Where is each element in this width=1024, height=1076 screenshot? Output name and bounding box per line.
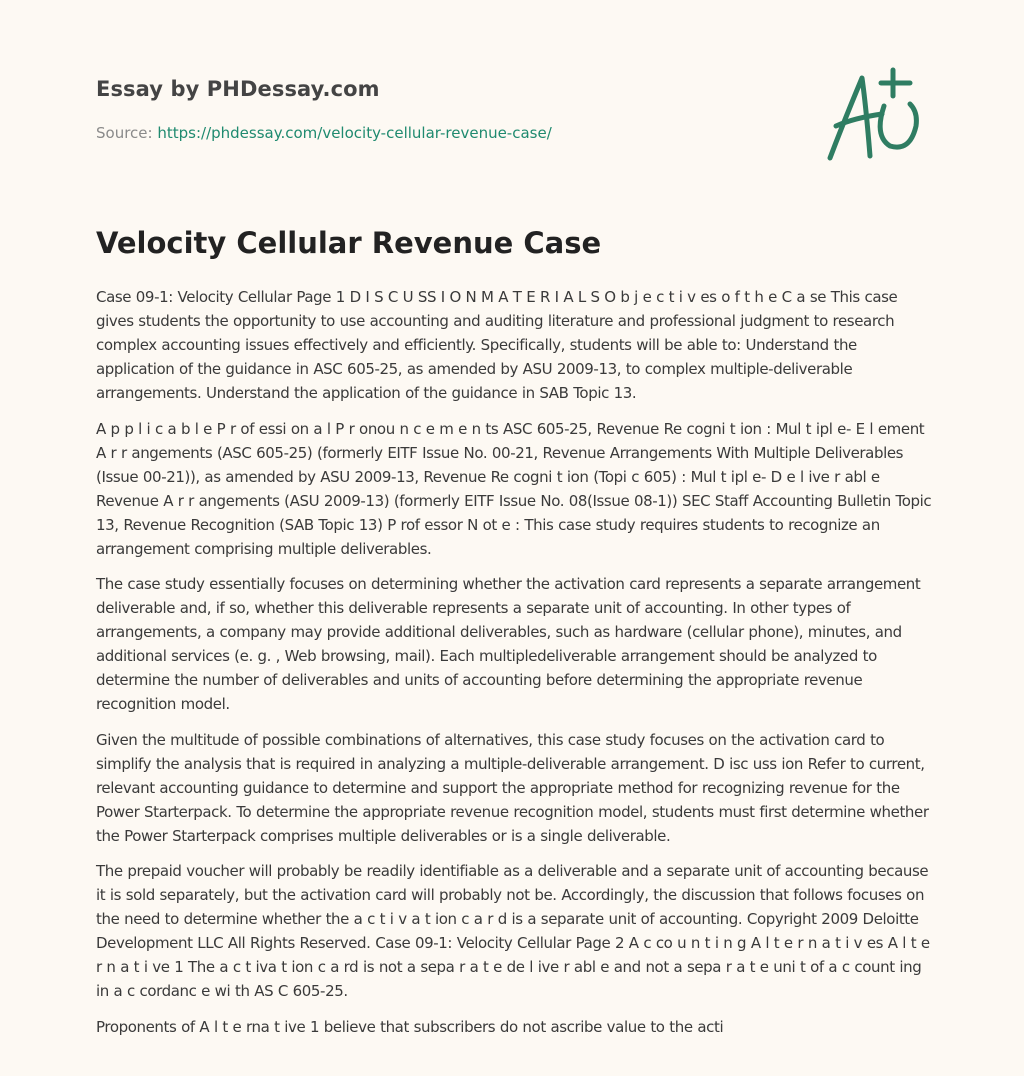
essay-paragraph: Proponents of A l t e rna t ive 1 believe that subscribers do not ascribe value to the acti	[96, 1017, 724, 1036]
essay-paragraph: A p p l i c a b l e P r of essi on a l P r onou n c e m e n ts ASC 605-25, Revenue Re cogni t ion : Mul t ipl e- E l ement A r r angements (ASC 605-25) (formerly EITF Issue No. 00-21, Revenue Arrangements With Multiple Deliverables (Issue 00-21)), as amended by ASU 2009-13, Revenue Re cogni t ion (Topi c 605) : Mul t ipl e- D e l ive r abl e Revenue A r r angements (ASU 2009-13) (formerly EITF Issue No. 08(Issue 08-1)) SEC Staff Accounting Bulletin Topic 13, Revenue Recognition (SAB Topic 13) P rof essor N ot e : This case study requires students to recognize an arrangement comprising multiple deliverables.	[96, 419, 932, 558]
source-label: Source:	[96, 124, 153, 142]
source-link[interactable]: https://phdessay.com/velocity-cellular-revenue-case/	[157, 124, 552, 142]
site-title: Essay by PHDessay.com	[96, 77, 380, 101]
essay-body	[96, 285, 932, 1050]
essay-paragraph: The prepaid voucher will probably be readily identifiable as a deliverable and a separate unit of accounting because it is sold separately, but the activation card will probably not be. Accordingly, the discussion that follows focuses on the need to determine whether the a c t i v a t ion c a r d is a separate unit of accounting. Copyright 2009 Deloitte Development LLC All Rights Reserved. Case 09-1: Velocity Cellular Page 2 A c co u n t i n g A l t e r n a t i v es A l t e r n a t i ve 1 The a c t iva t ion c a rd is not a sepa r a t e de l ive r abl e and not a sepa r a t e uni t of a c count ing in a c cordanc e wi th AS C 605-25.	[96, 862, 930, 1000]
essay-title: Velocity Cellular Revenue Case	[96, 226, 602, 260]
essay-paragraph: The case study essentially focuses on determining whether the activation card represents a separate arrangement deliverable and, if so, whether this deliverable represents a separate unit of accounting. In other types of arrangements, a company may provide additional deliverables, such as hardware (cellular phone), minutes, and additional services (e. g. , Web browsing, mail). Each multipledeliverable arrangement should be analyzed to determine the number of deliverables and units of accounting before determining the appropriate revenue recognition model.	[96, 575, 921, 713]
essay-paragraph: Given the multitude of possible combinations of alternatives, this case study focuses on the activation card to simplify the analysis that is required in analyzing a multiple-deliverable arrangement. D isc uss ion Refer to current, relevant accounting guidance to determine and support the appropriate method for recognizing revenue for the Power Starterpack. To determine the appropriate revenue recognition model, students must first determine whether the Power Starterpack comprises multiple deliverables or is a single deliverable.	[96, 730, 929, 845]
essay-paragraph: Case 09-1: Velocity Cellular Page 1 D I S C U SS I O N M A T E R I A L S O b j e c t i v es o f t h e C a se This case gives students the opportunity to use accounting and auditing literature and professional judgment to research complex accounting issues effectively and efficiently. Specifically, students will be able to: Understand the application of the guidance in ASC 605-25, as amended by ASU 2009-13, to complex multiple-deliverable arrangements. Understand the application of the guidance in SAB Topic 13.	[96, 288, 898, 402]
a-plus-logo-icon	[822, 66, 932, 166]
source-line	[96, 124, 552, 142]
